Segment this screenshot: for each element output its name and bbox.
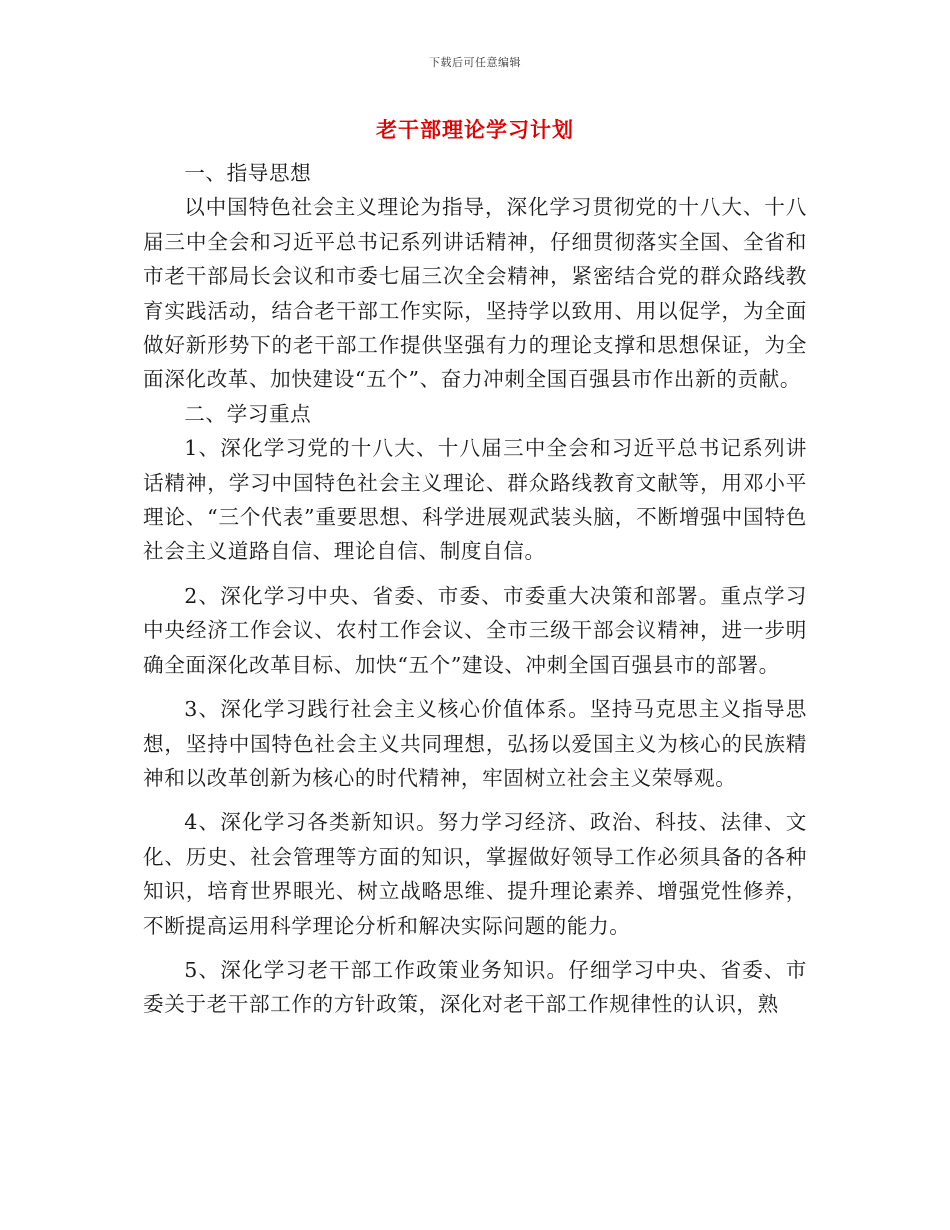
- paragraph-item-2: 2、深化学习中央、省委、市委、市委重大决策和部署。重点学习中央经济工作会议、农村工作会议、全市三级干部会议精神，进一步明确全面深化改革目标、加快“五个”建设、冲刺全国百强县市的部署。: [143, 583, 807, 677]
- document-title: 老干部理论学习计划: [376, 117, 574, 142]
- document-body: [143, 156, 807, 1022]
- header-note: 下载后可任意编辑: [429, 56, 521, 69]
- paragraph-item-5: 5、深化学习老干部工作政策业务知识。仔细学习中央、省委、市委关于老干部工作的方针政策，深化对老干部工作规律性的认识，熟: [143, 957, 807, 1017]
- section-heading-guiding-thought: 一、指导思想: [184, 161, 312, 185]
- paragraph-item-3: 3、深化学习践行社会主义核心价值体系。坚持马克思主义指导思想，坚持中国特色社会主义共同理想，弘扬以爱国主义为核心的民族精神和以改革创新为核心的时代精神，牢固树立社会主义荣辱观。: [143, 697, 807, 790]
- section-heading-study-focus: 二、学习重点: [184, 401, 312, 426]
- paragraph-guiding-thought: 以中国特色社会主义理论为指导，深化学习贯彻党的十八大、十八届三中全会和习近平总书记系列讲话精神，仔细贯彻落实全国、全省和市老干部局长会议和市委七届三次全会精神，紧密结合党的群众路线教育实践活动，结合老干部工作实际，坚持学以致用、用以促学，为全面做好新形势下的老干部工作提供坚强有力的理论支撑和思想保证，为全面深化改革、加快建设“五个”、奋力冲刺全国百强县市作出新的贡献。: [143, 195, 807, 392]
- paragraph-item-4: 4、深化学习各类新知识。努力学习经济、政治、科技、法律、文化、历史、社会管理等方面的知识，掌握做好领导工作必须具备的各种知识，培育世界眼光、树立战略思维、提升理论素养、增强党性修养，不断提高运用科学理论分析和解决实际问题的能力。: [143, 810, 807, 938]
- paragraph-item-1: 1、深化学习党的十八大、十八届三中全会和习近平总书记系列讲话精神，学习中国特色社会主义理论、群众路线教育文献等，用邓小平理论、“三个代表”重要思想、科学进展观武装头脑，不断增强中国特色社会主义道路自信、理论自信、制度自信。: [143, 436, 807, 564]
